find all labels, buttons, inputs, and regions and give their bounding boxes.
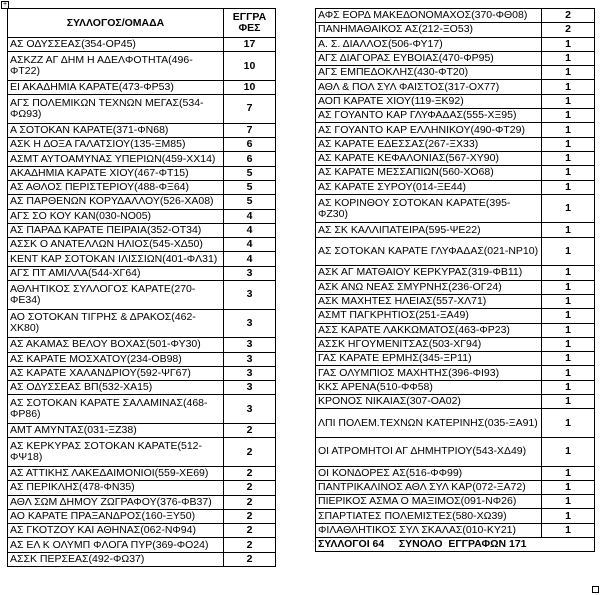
entry-count: 1 [542,352,595,366]
table-row [316,9,595,23]
team-name: ΑΣ ΑΘΛΟΣ ΠΕΡΙΣΤΕΡΙΟΥ(488-ΦΞ64) [8,180,224,194]
table-row [8,424,276,438]
table-row [8,52,276,81]
entry-count: 1 [542,37,595,51]
entry-count: 1 [542,495,595,509]
entry-count: 2 [224,495,276,509]
table-row [316,51,595,65]
move-handle-icon[interactable]: + [2,1,8,8]
table-row [8,223,276,237]
entry-count: 4 [224,209,276,223]
entry-count: 1 [542,151,595,165]
entry-count: 1 [542,366,595,380]
team-name: ΑΓΣ ΕΜΠΕΔΟΚΛΗΣ(430-ΦΤ20) [316,66,542,80]
team-name: ΑΟ ΣΟΤΟΚΑΝ ΤΙΓΡΗΣ & ΔΡΑΚΟΣ(462-ΧΚ80) [8,309,224,338]
table-row [316,395,595,409]
team-name: ΑΣ ΚΟΡΙΝΘΟΥ ΣΟΤΟΚΑΝ ΚΑΡΑΤΕ(395-ΦΖ30) [316,194,542,223]
entry-count: 6 [224,138,276,152]
team-name: ΦΙΛΑΘΛΗΤΙΚΟΣ ΣΥΛ ΣΚΑΛΑΣ(010-ΚΥ21) [316,523,542,537]
table-row [316,380,595,394]
table-row [316,180,595,194]
resize-handle-icon[interactable] [592,586,599,593]
table-row [316,80,595,94]
team-name: ΑΟΠ ΚΑΡΑΤΕ ΧΙΟΥ(119-ΞΚ92) [316,94,542,108]
entry-count: 1 [542,395,595,409]
team-name: ΑΣ ΣΟΤΟΚΑΝ ΚΑΡΑΤΕ ΣΑΛΑΜΙΝΑΣ(468-ΦΡ86) [8,395,224,424]
entry-count: 2 [224,466,276,480]
table-header-row [8,9,276,38]
table-row [8,381,276,395]
table-row [8,466,276,480]
entry-count: 2 [224,509,276,523]
team-name: ΟΙ ΚΟΝΔΟΡΕΣ ΑΣ(516-ΦΦ99) [316,466,542,480]
team-name: ΑΣΣΚ ΗΓΟΥΜΕΝΙΤΣΑΣ(503-ΧΓ94) [316,337,542,351]
table-row [316,323,595,337]
entry-count: 1 [542,51,595,65]
entry-count: 1 [542,437,595,466]
table-row [316,509,595,523]
table-row [316,523,595,537]
team-name: ΑΣ ΚΕΡΚΥΡΑΣ ΣΟΤΟΚΑΝ ΚΑΡΑΤΕ(512-ΦΨ18) [8,438,224,467]
team-name: ΕΙ ΑΚΑΔΗΜΙΑ ΚΑΡΑΤΕ(473-ΦΡ53) [8,80,224,94]
table-row [8,238,276,252]
total-summary: ΣΥΛΛΟΓΟΙ 64 ΣΥΝΟΛΟ ΕΓΓΡΑΦΩΝ 171 [316,537,595,551]
entry-count: 2 [224,552,276,566]
team-name: ΑΣ ΣΚ ΚΑΛΛΙΠΑΤΕΙΡΑ(595-ΨΕ22) [316,223,542,237]
table-row [8,152,276,166]
team-name: ΑΣ ΕΛ Κ ΟΛΥΜΠ ΦΛΟΓΑ ΠΥΡ(369-ΦΟ24) [8,538,224,552]
entry-count: 1 [542,409,595,438]
team-name: ΑΓΣ ΣΟ ΚΟΥ ΚΑΝ(030-ΝΟ05) [8,209,224,223]
team-name: ΑΣ ΠΕΡΙΚΛΗΣ(478-ΦΝ35) [8,481,224,495]
team-name: ΑΣ ΚΑΡΑΤΕ ΜΟΣΧΑΤΟΥ(234-ΟΒ98) [8,352,224,366]
table-row [8,123,276,137]
team-name: ΑΣΜΤ ΠΑΓΚΡΗΤΙΟΣ(251-ΞΑ49) [316,309,542,323]
entry-count: 1 [542,294,595,308]
table-row [316,123,595,137]
team-name: ΑΣ ΣΟΤΟΚΑΝ ΚΑΡΑΤΕ ΓΛΥΦΑΔΑΣ(021-ΝΡ10) [316,237,542,266]
team-name: ΣΠΑΡΤΙΑΤΕΣ ΠΟΛΕΜΙΣΤΕΣ(580-ΧΩ39) [316,509,542,523]
entry-count: 2 [224,538,276,552]
table-row [316,94,595,108]
table-row [316,352,595,366]
team-name: ΑΣ ΚΑΡΑΤΕ ΜΕΣΣΑΠΙΩΝ(560-ΧΟ68) [316,166,542,180]
team-name: ΑΣΚ ΜΑΧΗΤΕΣ ΗΛΕΙΑΣ(557-ΧΛ71) [316,294,542,308]
left-registrations-table [7,8,276,567]
team-name: ΑΣΚ ΑΝΩ ΝΕΑΣ ΣΜΥΡΝΗΣ(236-ΟΓ24) [316,280,542,294]
table-row [316,409,595,438]
table-row [8,281,276,310]
table-row [316,237,595,266]
team-name: ΠΑΝΗΜΑΘΑΙΚΟΣ ΑΣ(212-ΞΟ53) [316,23,542,37]
total-row [316,537,595,551]
entry-count: 3 [224,281,276,310]
entry-count: 17 [224,38,276,52]
team-name: ΚΡΟΝΟΣ ΝΙΚΑΙΑΣ(307-ΟΑ02) [316,395,542,409]
table-row [316,66,595,80]
table-row [8,180,276,194]
entry-count: 6 [224,152,276,166]
team-name: ΑΣ ΚΑΡΑΤΕ ΕΔΕΣΣΑΣ(267-ΞΧ33) [316,137,542,151]
team-name: ΑΣΣΚ Ο ΑΝΑΤΕΛΛΩΝ ΗΛΙΟΣ(545-ΧΔ50) [8,238,224,252]
entry-count: 3 [224,266,276,280]
table-row [316,437,595,466]
team-name: ΑΣ ΑΤΤΙΚΗΣ ΛΑΚΕΔΑΙΜΟΝΙΟΙ(559-ΧΕ69) [8,466,224,480]
team-name: Α ΣΟΤΟΚΑΝ ΚΑΡΑΤΕ(371-ΦΝ68) [8,123,224,137]
table-row [316,151,595,165]
team-name: ΑΓΣ ΠΟΛΕΜΙΚΩΝ ΤΕΧΝΩΝ ΜΕΓΑΣ(534-ΦΩ93) [8,95,224,124]
team-name: ΑΣΚ ΑΓ ΜΑΤΘΑΙΟΥ ΚΕΡΚΥΡΑΣ(319-ΦΒ11) [316,266,542,280]
entry-count: 5 [224,166,276,180]
table-row [8,166,276,180]
team-name: ΓΑΣ ΚΑΡΑΤΕ ΕΡΜΗΣ(345-ΞΡ11) [316,352,542,366]
table-row [8,524,276,538]
table-row [8,552,276,566]
team-name: ΟΙ ΑΤΡΟΜΗΤΟΙ ΑΓ ΔΗΜΗΤΡΙΟΥ(543-ΧΔ49) [316,437,542,466]
table-row [316,480,595,494]
table-row [8,195,276,209]
table-row [8,309,276,338]
entry-count: 7 [224,95,276,124]
team-name: ΓΑΣ ΟΛΥΜΠΙΟΣ ΜΑΧΗΤΗΣ(396-ΦΙ93) [316,366,542,380]
table-row [316,294,595,308]
team-name: ΑΚΑΔΗΜΙΑ ΚΑΡΑΤΕ ΧΙΟΥ(467-ΦΤ15) [8,166,224,180]
table-row [8,481,276,495]
entry-count: 1 [542,266,595,280]
entry-count: 1 [542,223,595,237]
team-name: ΑΦΣ ΕΟΡΔ ΜΑΚΕΔΟΝΟΜΑΧΟΣ(370-ΦΘ08) [316,9,542,23]
team-name: ΚΚΣ ΑΡΕΝΑ(510-ΦΦ58) [316,380,542,394]
header-entries: ΕΓΓΡΑ ΦΕΣ [224,9,276,38]
entry-count: 1 [542,137,595,151]
entry-count: 1 [542,480,595,494]
entry-count: 1 [542,80,595,94]
entry-count: 1 [542,380,595,394]
table-row [316,194,595,223]
entry-count: 1 [542,309,595,323]
entry-count: 7 [224,123,276,137]
table-row [316,495,595,509]
entry-count: 2 [542,9,595,23]
team-name: ΑΣ ΚΑΡΑΤΕ ΣΥΡΟΥ(014-ΞΕ44) [316,180,542,194]
entry-count: 1 [542,509,595,523]
entry-count: 10 [224,52,276,81]
table-row [316,266,595,280]
table-row [8,80,276,94]
table-row [8,338,276,352]
team-name: ΑΣ ΚΑΡΑΤΕ ΧΑΛΑΝΔΡΙΟΥ(592-ΨΓ67) [8,366,224,380]
entry-count: 1 [542,180,595,194]
table-row [8,509,276,523]
entry-count: 1 [542,94,595,108]
team-name: ΑΣ ΓΚΟΤΖΟΥ ΚΑΙ ΑΘΗΝΑΣ(062-ΝΦ94) [8,524,224,538]
entry-count: 5 [224,180,276,194]
entry-count: 4 [224,238,276,252]
team-name: ΑΣΣ ΚΑΡΑΤΕ ΛΑΚΚΩΜΑΤΟΣ(463-ΦΡ23) [316,323,542,337]
team-name: Α. Σ. ΔΙΑΛΛΟΣ(506-ΦΥ17) [316,37,542,51]
entry-count: 4 [224,223,276,237]
table-row [316,466,595,480]
entry-count: 1 [542,323,595,337]
entry-count: 1 [542,123,595,137]
entry-count: 3 [224,338,276,352]
entry-count: 4 [224,252,276,266]
table-row [316,37,595,51]
table-row [8,395,276,424]
table-row [316,280,595,294]
team-name: ΑΣ ΟΔΥΣΣΕΑΣ(354-ΟΡ45) [8,38,224,52]
team-name: ΑΣ ΓΟΥΑΝΤΟ ΚΑΡ ΕΛΛΗΝΙΚΟΥ(490-ΦΤ29) [316,123,542,137]
entry-count: 5 [224,195,276,209]
right-registrations-table [315,8,595,552]
header-team: ΣΥΛΛΟΓΟΣ/ΟΜΑΔΑ [8,9,224,38]
entry-count: 2 [224,438,276,467]
entry-count: 3 [224,309,276,338]
table-row [8,38,276,52]
entry-count: 1 [542,280,595,294]
team-name: ΑΣΚΖΖ ΑΓ ΔΗΜ Η ΑΔΕΛΦΟΤΗΤΑ(496-ΦΤ22) [8,52,224,81]
table-row [316,366,595,380]
entry-count: 10 [224,80,276,94]
entry-count: 3 [224,381,276,395]
table-row [8,209,276,223]
team-name: ΑΣΚ Η ΔΟΞΑ ΓΑΛΑΤΣΙΟΥ(135-ΞΜ85) [8,138,224,152]
entry-count: 1 [542,109,595,123]
team-name: ΑΓΣ ΠΤ ΑΜΙΛΛΑ(544-ΧΓ64) [8,266,224,280]
table-row [8,138,276,152]
entry-count: 1 [542,466,595,480]
table-row [316,309,595,323]
team-name: ΑΣΜΤ ΑΥΤΟΑΜΥΝΑΣ ΥΠΕΡΙΩΝ(459-ΧΧ14) [8,152,224,166]
entry-count: 1 [542,66,595,80]
table-row [316,109,595,123]
entry-count: 1 [542,194,595,223]
entry-count: 1 [542,523,595,537]
table-row [8,438,276,467]
team-name: ΑΣ ΠΑΡΘΕΝΩΝ ΚΟΡΥΔΑΛΛΟΥ(526-ΧΑ08) [8,195,224,209]
table-row [8,538,276,552]
team-name: ΛΠΙ ΠΟΛΕΜ.ΤΕΧΝΩΝ ΚΑΤΕΡΙΝΗΣ(035-ΞΑ91) [316,409,542,438]
entry-count: 2 [224,481,276,495]
entry-count: 2 [224,524,276,538]
team-name: ΑΘΛ & ΠΟΛ ΣΥΛ ΦΑΙΣΤΟΣ(317-ΟΧ77) [316,80,542,94]
team-name: ΑΟ ΚΑΡΑΤΕ ΠΡΑΞΑΝΔΡΟΣ(160-ΞΥ50) [8,509,224,523]
entry-count: 1 [542,337,595,351]
table-row [316,166,595,180]
team-name: ΑΓΣ ΔΙΑΓΟΡΑΣ ΕΥΒΟΙΑΣ(470-ΦΡ95) [316,51,542,65]
entry-count: 2 [542,23,595,37]
team-name: ΑΘΛΗΤΙΚΟΣ ΣΥΛΛΟΓΟΣ ΚΑΡΑΤΕ(270-ΦΕ34) [8,281,224,310]
entry-count: 3 [224,366,276,380]
team-name: ΑΣ ΠΑΡΑΔ ΚΑΡΑΤΕ ΠΕΙΡΑΙΑ(352-ΟΤ34) [8,223,224,237]
team-name: ΑΜΤ ΑΜΥΝΤΑΣ(031-ΞΖ38) [8,424,224,438]
entry-count: 1 [542,166,595,180]
entry-count: 3 [224,395,276,424]
entry-count: 3 [224,352,276,366]
team-name: ΑΣ ΚΑΡΑΤΕ ΚΕΦΑΛΟΝΙΑΣ(567-ΧΥ90) [316,151,542,165]
table-row [8,95,276,124]
table-row [316,137,595,151]
table-row [8,266,276,280]
table-row [316,223,595,237]
table-row [8,352,276,366]
team-name: ΠΑΝΤΡΙΚΑΛΙΝΟΣ ΑΘΛ ΣΥΛ ΚΑΡ(072-ΞΑ72) [316,480,542,494]
team-name: ΑΣ ΑΚΑΜΑΣ ΒΕΛΟΥ ΒΟΧΑΣ(501-ΦΥ30) [8,338,224,352]
team-name: ΑΣ ΟΔΥΣΣΕΑΣ ΒΠ(532-ΧΑ15) [8,381,224,395]
entry-count: 1 [542,237,595,266]
table-row [8,366,276,380]
team-name: ΑΣΣΚ ΠΕΡΣΕΑΣ(492-ΦΩ37) [8,552,224,566]
team-name: ΑΘΛ ΣΩΜ ΔΗΜΟΥ ΖΩΓΡΑΦΟΥ(376-ΦΒ37) [8,495,224,509]
table-row [8,252,276,266]
team-name: ΑΣ ΓΟΥΑΝΤΟ ΚΑΡ ΓΛΥΦΑΔΑΣ(555-ΧΞ95) [316,109,542,123]
team-name: ΚΕΝΤ ΚΑΡ ΣΟΤΟΚΑΝ ΙΛΙΣΣΙΩΝ(401-ΦΛ31) [8,252,224,266]
table-row [316,23,595,37]
entry-count: 2 [224,424,276,438]
team-name: ΠΙΕΡΙΚΟΣ ΑΣΜΑ Ο ΜΑΞΙΜΟΣ(091-ΝΦ26) [316,495,542,509]
table-row [316,337,595,351]
table-row [8,495,276,509]
